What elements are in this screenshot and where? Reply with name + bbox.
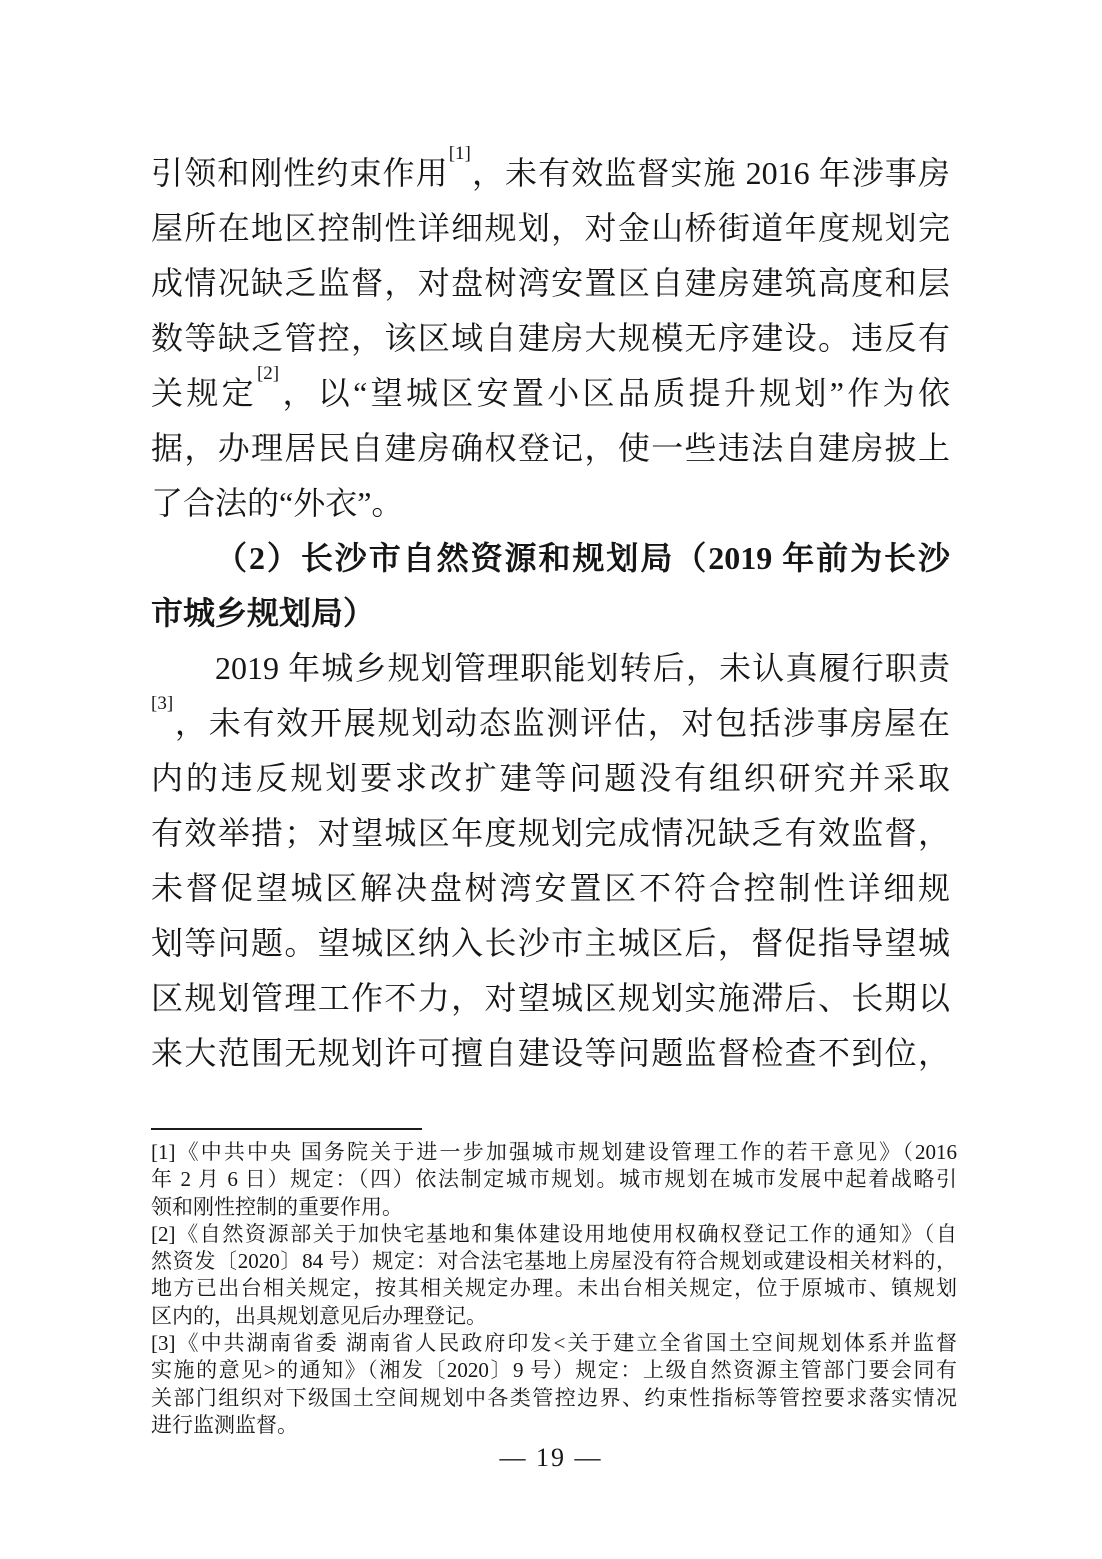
text-segment: ，未有效开展规划动态监测评估，对包括涉事房屋在 [173, 705, 950, 741]
text-segment: 未督促望城区解决盘树湾安置区不符合控制性详细规 [151, 870, 950, 906]
text-segment: 成情况缺乏监督，对盘树湾安置区自建房建筑高度和层 [151, 265, 950, 301]
text-segment: ，以“望城区安置小区品质提升规划”作为依 [279, 375, 950, 411]
footnote-separator [151, 1128, 422, 1130]
text-line [151, 366, 950, 421]
text-segment: 内的违反规划要求改扩建等问题没有组织研究并采取 [151, 760, 950, 796]
text-segment: 屋所在地区控制性详细规划，对金山桥街道年度规划完 [151, 210, 950, 246]
text-line [151, 201, 950, 256]
text-line [151, 311, 950, 366]
text-line [151, 586, 950, 641]
text-line [151, 916, 950, 971]
text-segment: （2）长沙市自然资源和规划局（2019 年前为长沙 [215, 540, 950, 576]
footnote-line: 地方已出台相关规定，按其相关规定办理。未出台相关规定，位于原城市、镇规划 [151, 1276, 957, 1301]
text-line [151, 696, 950, 751]
text-line [151, 751, 950, 806]
text-line [151, 146, 950, 201]
main-text [151, 146, 950, 1081]
text-segment: 2019 年城乡规划管理职能划转后，未认真履行职责 [215, 650, 950, 686]
footnote-line: [2]《自然资源部关于加快宅基地和集体建设用地使用权确权登记工作的通知》（自 [151, 1221, 957, 1246]
text-segment: 据，办理居民自建房确权登记，使一些违法自建房披上 [151, 430, 950, 466]
footnote-line: [3]《中共湖南省委 湖南省人民政府印发<关于建立全省国土空间规划体系并监督 [151, 1331, 957, 1356]
text-segment: ，未有效监督实施 2016 年涉事房 [470, 155, 950, 191]
text-line [151, 641, 950, 696]
text-segment: 关规定 [151, 375, 257, 411]
text-line [151, 1026, 950, 1081]
text-line [151, 861, 950, 916]
paragraph-continuation [151, 146, 950, 531]
paragraph-findings [151, 641, 950, 1081]
footnote-ref: [3] [151, 696, 174, 715]
text-segment: 数等缺乏管控，该区域自建房大规模无序建设。违反有 [151, 320, 950, 356]
text-segment: 了合法的“外衣”。 [151, 485, 404, 521]
text-line [151, 256, 950, 311]
paragraph-heading-2 [151, 531, 950, 641]
text-segment: 有效举措；对望城区年度规划完成情况缺乏有效监督， [151, 815, 950, 851]
text-line [151, 806, 950, 861]
text-line [151, 531, 950, 586]
footnote-ref: [1] [448, 146, 471, 165]
text-segment: 市城乡规划局） [151, 595, 376, 631]
footnote-line: 进行监测监督。 [151, 1412, 298, 1437]
footnote-line: 实施的意见>的通知》（湘发〔2020〕9 号）规定：上级自然资源主管部门要会同有 [151, 1358, 957, 1383]
footnote-ref: [2] [256, 366, 280, 385]
page-number: — 19 — [499, 1443, 603, 1472]
text-line [151, 476, 950, 531]
footnote-line: [1]《中共中央 国务院关于进一步加强城市规划建设管理工作的若干意见》（2016 [151, 1140, 957, 1164]
footnote-line: 领和刚性控制的重要作用。 [151, 1194, 403, 1219]
footnotes [151, 1139, 957, 1439]
text-line [151, 971, 950, 1026]
text-segment: 来大范围无规划许可擅自建设等问题监督检查不到位， [151, 1035, 950, 1071]
text-line [151, 421, 950, 476]
footnote-line: 区内的，出具规划意见后办理登记。 [151, 1303, 487, 1328]
text-segment: 区规划管理工作不力，对望城区规划实施滞后、长期以 [151, 980, 950, 1016]
footnote-line: 年 2 月 6 日）规定：（四）依法制定城市规划。城市规划在城市发展中起着战略引 [151, 1167, 957, 1192]
footnote-line: 然资发〔2020〕84 号）规定：对合法宅基地上房屋没有符合规划或建设相关材料的， [151, 1249, 957, 1274]
text-segment: 划等问题。望城区纳入长沙市主城区后，督促指导望城 [151, 925, 950, 961]
text-segment: 引领和刚性约束作用 [151, 155, 449, 191]
footnote-line: 关部门组织对下级国土空间规划中各类管控边界、约束性指标等管控要求落实情况 [151, 1385, 957, 1410]
